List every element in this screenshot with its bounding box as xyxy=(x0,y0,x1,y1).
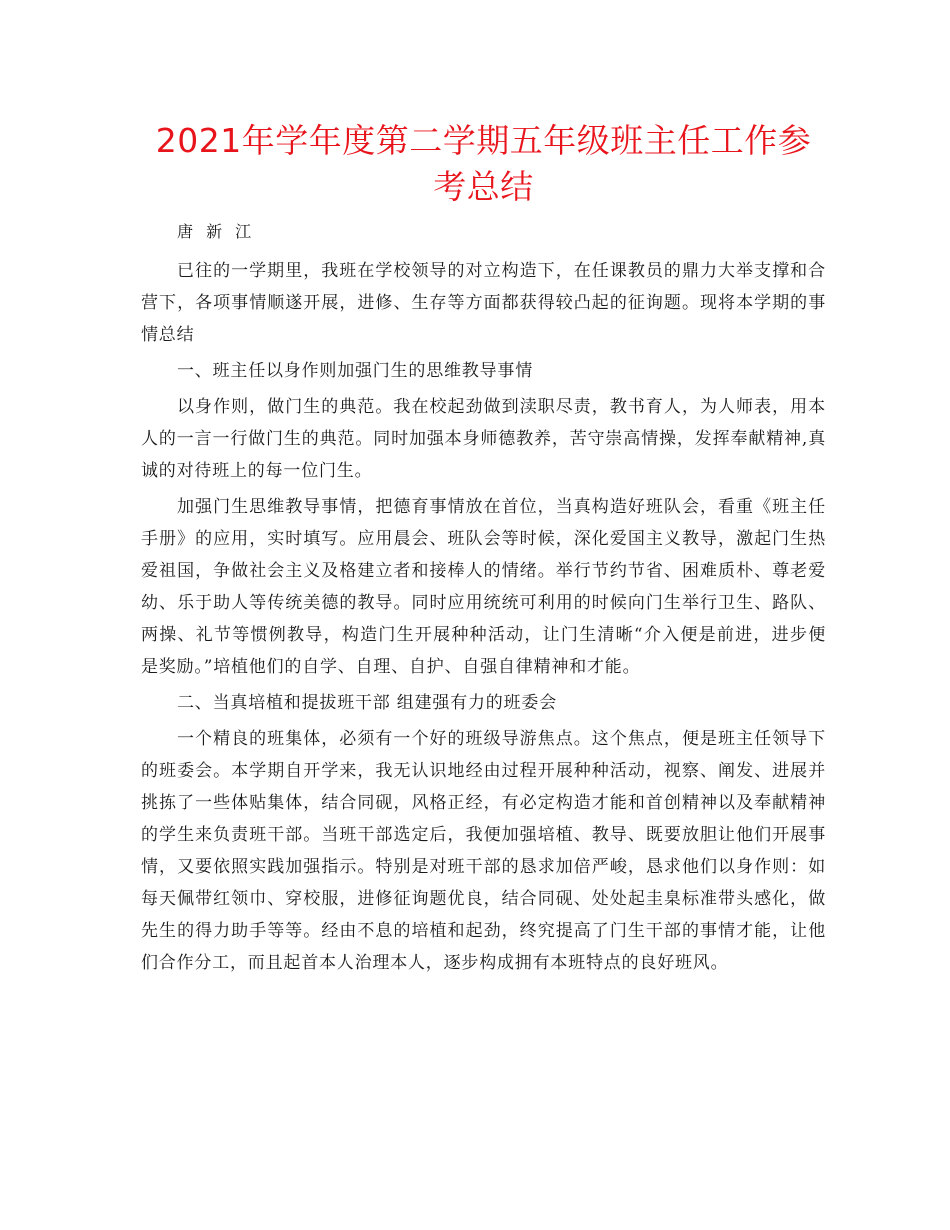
author-name: 唐 新 江 xyxy=(177,222,256,241)
section-1-paragraph-1: 以身作则，做门生的典范。我在校起劲做到渎职尽责，教书育人，为人师表，用本人的一言一行做门生的典范。同时加强本身师德教养，苦守崇高情操，发挥奉献精神,真诚的对待班上的每一位门生。 xyxy=(141,397,826,481)
section-1-heading: 一、班主任以身作则加强门生的思维教导事情 xyxy=(177,361,533,381)
document-title: 2021年学年度第二学期五年级班主任工作参考总结 xyxy=(155,121,812,206)
intro-paragraph: 已往的一学期里，我班在学校领导的对立构造下，在任课教员的鼎力大举支撑和合营下，各项事情顺遂开展，进修、生存等方面都获得较凸起的征询题。现将本学期的事情总结 xyxy=(141,261,826,345)
document-page xyxy=(141,118,826,983)
section-1-paragraph-2: 加强门生思维教导事情，把德育事情放在首位，当真构造好班队会，看重《班主任手册》的应用，实时填写。应用晨会、班队会等时候，深化爱国主义教导，激起门生热爱祖国，争做社会主义及格建立者和接棒人的情绪。举行节约节省、困难质朴、尊老爱幼、乐于助人等传统美德的教导。同时应用统统可利用的时候向门生举行卫生、路队、两操、礼节等惯例教导，构造门生开展种种活动，让门生清晰“介入便是前进，进步便是奖励。”培植他们的自学、自理、自护、自强自律精神和才能。 xyxy=(141,497,826,677)
section-2-paragraph-1: 一个精良的班集体，必须有一个好的班级导游焦点。这个焦点，便是班主任领导下的班委会。本学期自开学来，我无认识地经由过程开展种种活动，视察、阐发、进展并挑拣了一些体贴集体，结合同砚，风格正经，有必定构造才能和首创精神以及奉献精神的学生来负责班干部。当班干部选定后，我便加强培植、教导、既要放胆让他们开展事情，又要依照实践加强指示。特别是对班干部的恳求加倍严峻，恳求他们以身作则：如每天佩带红领巾、穿校服，进修征询题优良，结合同砚、处处起圭臬标准带头感化，做先生的得力助手等等。经由不息的培植和起劲，终究提高了门生干部的事情才能，让他们合作分工，而且起首本人治理本人，逐步构成拥有本班特点的良好班风。 xyxy=(141,729,826,973)
section-2-heading: 二、当真培植和提拔班干部 组建强有力的班委会 xyxy=(177,693,558,713)
